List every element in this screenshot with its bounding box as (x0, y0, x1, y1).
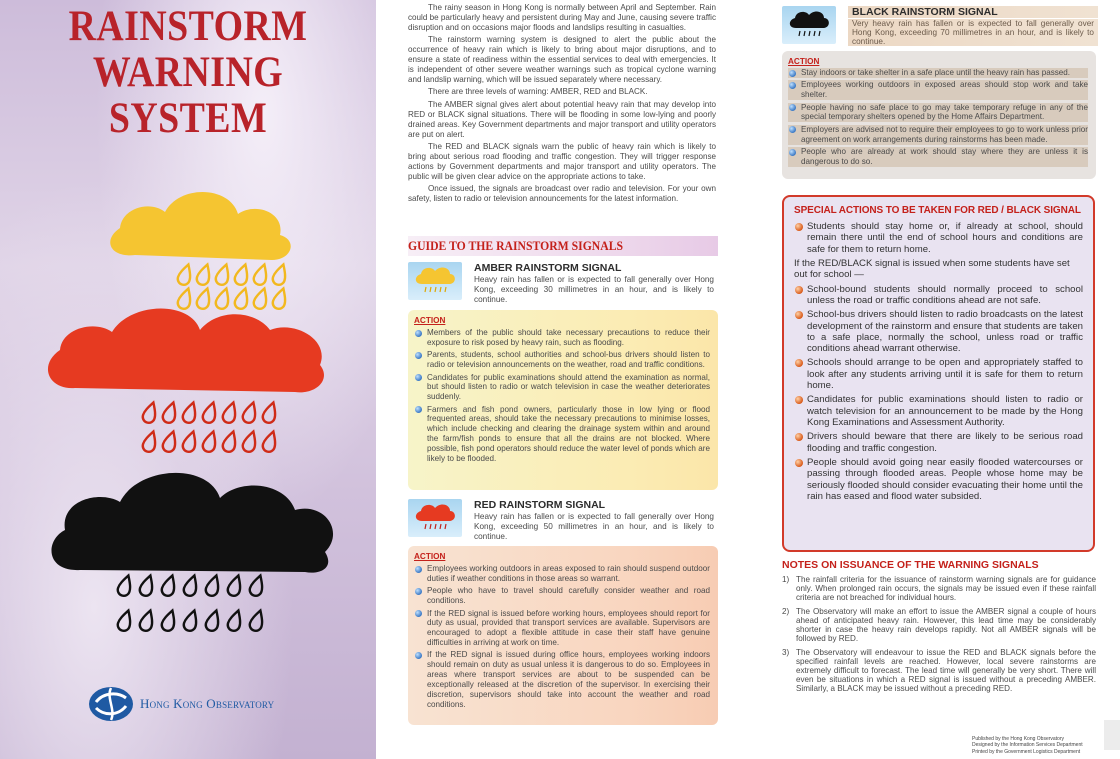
bullet-icon (415, 406, 422, 413)
bullet-icon (415, 352, 422, 359)
publication-credits: Published by the Hong Kong Observatory Designed by the Information Services Department Printed by the Government Logistics Department (972, 736, 1083, 755)
amber-signal-icon (408, 262, 462, 300)
black-signal-name: BLACK RAINSTORM SIGNAL (848, 6, 1098, 18)
red-action-panel (408, 546, 718, 725)
red-signal-name: RED RAINSTORM SIGNAL (474, 499, 606, 511)
cover-title-line1: RAINSTORM (68, 3, 308, 50)
amber-signal (408, 262, 718, 312)
black-action-item: People having no safe place to go may take temporary refuge in any of the special temporary shelters opened by the Home Affairs Department. (788, 103, 1088, 123)
red-action-item: People who have to travel should carefully consider weather and road conditions. (414, 586, 710, 606)
bullet-icon (795, 396, 803, 404)
bullet-icon (789, 82, 796, 89)
bullet-icon (795, 433, 803, 441)
guide-heading (408, 236, 718, 256)
special-action-item: Candidates for public examinations should listen to radio or watch television for an announcement to be made by the Hong Kong Examinations and Assessment Authority. (794, 394, 1083, 428)
amber-action-item: Members of the public should take necessary precautions to reduce their exposure to risk posed by heavy rain, such as flooding. (414, 328, 710, 348)
intro-paragraph: The rainy season in Hong Kong is normally between April and September. Rain could be particularly heavy and persistent during May and June, causing severe traffic disruption and on occasions major floods and landslips resulting in casualties. (408, 3, 716, 32)
red-raindrops-icon (141, 401, 279, 454)
bullet-icon (789, 126, 796, 133)
black-action-item: People who are already at work should stay where they are unless it is dangerous to do so. (788, 147, 1088, 167)
intro-paragraph: The RED and BLACK signals warn the public of heavy rain which is likely to bring about serious road flooding and traffic congestion. They will trigger response actions by Government departments and major transport and utility operators. The public will be given clear advice on the appropriate actions to take. (408, 141, 716, 181)
special-action-item: Schools should arrange to be open and appropriately staffed to look after any students arriving until it is safe for them to return home. (794, 357, 1083, 391)
bullet-icon (415, 588, 422, 595)
intro-paragraph: The rainstorm warning system is designed to alert the public about the occurrence of heavy rain which is likely to bring about major disruptions, and to ensure a state of readiness within the essential services to deal with emergencies. It is independent of other severe weather warnings such as tropical cyclone warning and landslip warning, which will be issued separately where necessary. (408, 35, 716, 85)
bullet-icon (795, 311, 803, 319)
red-action-item: Employees working outdoors in areas exposed to rain should suspend outdoor duties if weather conditions in those areas so warrant. (414, 564, 710, 584)
red-action-item: If the RED signal is issued before working hours, employees should report for duty as usual, provided that transport services are available. Supervisors are encouraged to adopt a flexible attitude in case their staff have genuine difficulties in arriving at work on time. (414, 609, 710, 648)
intro-text (408, 3, 716, 206)
bullet-icon (795, 286, 803, 294)
bullet-icon (789, 104, 796, 111)
cover-panel (0, 0, 376, 759)
middle-column (378, 0, 740, 759)
notes-list (782, 575, 1096, 698)
black-cloud-icon (51, 473, 333, 573)
notes-title: NOTES ON ISSUANCE OF THE WARNING SIGNALS (782, 559, 1039, 571)
black-action-item: Employees working outdoors in exposed areas should stop work and take shelter. (788, 80, 1088, 100)
right-column (740, 0, 1120, 759)
black-signal-icon (782, 6, 836, 44)
page-edge (1104, 720, 1120, 750)
red-signal (408, 499, 718, 547)
bullet-icon (795, 359, 803, 367)
bullet-icon (795, 459, 803, 467)
intro-paragraph: Once issued, the signals are broadcast over radio and television. For your own safety, listen to radio or television announcements for the latest information. (408, 184, 716, 204)
amber-action-label: ACTION (414, 316, 446, 325)
red-cloud-icon (48, 308, 324, 392)
black-raindrops-icon (116, 574, 266, 633)
amber-action-panel (408, 310, 718, 490)
special-action-item: Students should stay home or, if already at school, should remain there until the end of school hours and conditions are safe for them to return home. (794, 221, 1083, 255)
note-item: 1) The rainfall criteria for the issuance of rainstorm warning signals are for guidance only. When prolonged rain occurs, the signals may be issued even if these rainfall criteria are not breached for individual hours. (782, 575, 1096, 602)
black-signal-desc: Very heavy rain has fallen or is expected to fall generally over Hong Kong, exceeding 70 millimetres in an hour, and is likely to continue. (848, 19, 1098, 46)
amber-action-item: Farmers and fish pond owners, particularly those in low lying or flood frequented areas, should take the necessary precautions to minimise losses, which include checking and clearing the drainage system within and around the farm/fish ponds to ensure that all the drains are not blocked. Where possible, fish pond operators should reduce the water level of ponds which are likely to be flooded. (414, 405, 710, 464)
rain-clouds-illustration (40, 180, 340, 650)
special-actions-box (782, 195, 1095, 552)
bullet-icon (415, 330, 422, 337)
amber-cloud-icon (110, 192, 290, 260)
amber-signal-name: AMBER RAINSTORM SIGNAL (474, 262, 622, 274)
bullet-icon (415, 374, 422, 381)
note-item: 3) The Observatory will endeavour to issue the RED and BLACK signals before the specified rainfall levels are reached. However, local severe rainstorms are extremely difficult to forecast. The lead time will generally be very short. There will even be situations in which a RED signal is issued without a preceding AMBER. Similarly, a BLACK may be issued without a preceding RED. (782, 648, 1096, 693)
intro-paragraph: There are three levels of warning: AMBER, RED and BLACK. (428, 87, 648, 97)
guide-heading-text: GUIDE TO THE RAINSTORM SIGNALS (408, 238, 624, 253)
amber-action-item: Parents, students, school authorities and school-bus drivers should listen to radio or television announcements on the weather, road and traffic conditions. (414, 350, 710, 370)
red-signal-desc: Heavy rain has fallen or is expected to fall generally over Hong Kong, exceeding 50 millimetres in an hour, and is likely to continue. (474, 512, 714, 542)
red-action-item: If the RED signal is issued during office hours, employees working indoors should remain on duty as usual unless it is dangerous to do so. Employees in areas where transport services are about to be suspended can be exceptionally released at the discretion of the supervisor. In exercising their discretion, supervisors should take into account the weather and road conditions. (414, 650, 710, 709)
special-actions-condition: If the RED/BLACK signal is issued when some students have set out for school — (794, 257, 1070, 281)
red-signal-icon (408, 499, 462, 537)
black-action-item: Stay indoors or take shelter in a safe place until the heavy rain has passed. (788, 68, 1088, 78)
special-action-item: School-bus drivers should listen to radio broadcasts on the latest development of the rainstorm and ensure that students are taken to a safe place, normally the school, unless road or traffic conditions ahead warrant otherwise. (794, 309, 1083, 354)
bullet-icon (789, 149, 796, 156)
amber-action-item: Candidates for public examinations should attend the examination as normal, but should listen to radio or watch television in case the weather deteriorates suddenly. (414, 373, 710, 403)
special-action-item: Drivers should beware that there are likely to be serious road flooding and traffic congestion. (794, 431, 1083, 454)
intro-paragraph: The AMBER signal gives alert about potential heavy rain that may develop into RED or BLACK signal situations. There will be flooding in some low-lying and poorly drained areas. Key Government departments and major transport and utility operators are put on alert. (408, 99, 716, 139)
hko-emblem-icon (88, 686, 134, 722)
bullet-icon (415, 610, 422, 617)
bullet-icon (795, 223, 803, 231)
hko-logo (88, 686, 274, 722)
hko-logo-text: Hong Kong Observatory (140, 696, 275, 711)
special-action-item: People should avoid going near easily flooded watercourses or passing through flooded areas. People whose home may be seriously flooded should consider evacuating their home until the rain has eased and flood water subsided. (794, 457, 1083, 502)
bullet-icon (415, 566, 422, 573)
cover-title-line2: WARNING SYSTEM (92, 49, 284, 142)
amber-signal-desc: Heavy rain has fallen or is expected to fall generally over Hong Kong, exceeding 30 millimetres in an hour, and is likely to continue. (474, 275, 714, 305)
black-action-panel (782, 51, 1096, 179)
red-action-label: ACTION (414, 552, 446, 561)
black-signal (782, 6, 1096, 50)
black-action-item: Employers are advised not to require their employees to go to work unless prior agreement on work arrangements during rainstorms has been made. (788, 125, 1088, 145)
special-action-item: School-bound students should normally proceed to school unless the road or traffic conditions ahead are not safe. (794, 284, 1083, 307)
bullet-icon (789, 70, 796, 77)
note-item: 2) The Observatory will make an effort to issue the AMBER signal a couple of hours ahead of anticipated heavy rain. However, this lead time may be considerably shorter in case the heavy rain develops rapidly. Not all AMBER signals will be followed by RED. (782, 607, 1096, 643)
special-actions-title: SPECIAL ACTIONS TO BE TAKEN FOR RED / BLACK SIGNAL (794, 205, 1081, 216)
cover-title (23, 4, 354, 142)
amber-raindrops-icon (176, 263, 289, 311)
black-action-label: ACTION (788, 57, 820, 66)
bullet-icon (415, 652, 422, 659)
